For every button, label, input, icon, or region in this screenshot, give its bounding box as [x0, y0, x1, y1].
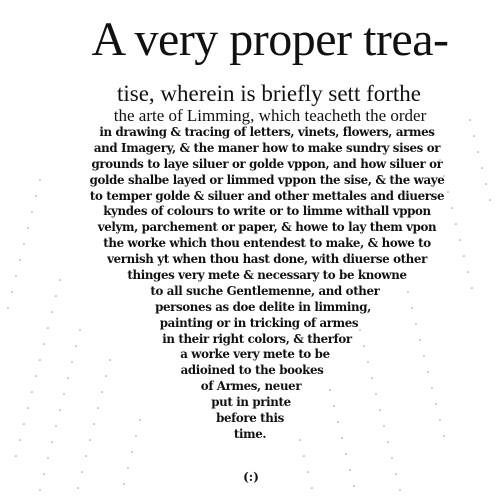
body-line: grounds to laye siluer or golde vppon, and how siluer or [91, 156, 443, 171]
body-line: kyndes of colours to write or to limme withall vppon [103, 204, 431, 219]
body-line: adioined to the bookes [180, 363, 324, 378]
body-line: thinges very mete & necessary to be knowne [127, 268, 407, 283]
body-line: in their right colors, & therfor [162, 331, 352, 346]
closing-ornament: (:) [243, 470, 259, 484]
body-line: golde shalbe layed or limmed vppon the sise, & the waye [89, 172, 445, 187]
body-line: time. [233, 426, 267, 441]
title-third-line: the arte of Limming, which teacheth the order [113, 106, 427, 125]
title-subheading: tise, wherein is briefly sett forthe [116, 81, 422, 106]
body-line: to temper golde & siluer and other mettales and diuerse [89, 188, 445, 203]
body-line: in drawing & tracing of letters, vinets, flowers, armes [99, 125, 435, 139]
body-line: to all suche Gentlemenne, and other [150, 283, 380, 298]
body-line: the worke which thou entendest to make, & howe to [103, 236, 431, 251]
body-line: of Armes, neuer [200, 379, 302, 394]
body-line: before this [216, 411, 284, 426]
body-line: put in printe [211, 395, 291, 410]
title-heading: A very proper trea- [91, 13, 449, 66]
body-line: and Imagery, & the maner how to make sundry sises or [93, 140, 441, 155]
body-line: a worke very mete to be [180, 347, 330, 362]
body-line: persones as doe delite in limming, [155, 299, 371, 314]
title-body-text [0, 125, 500, 443]
body-line: vernish yt when thou hast done, with diuerse other [107, 252, 427, 267]
body-line: painting or in tricking of armes [159, 315, 359, 330]
body-line: velym, parchement or paper, & howe to lay them vpon [97, 220, 437, 235]
